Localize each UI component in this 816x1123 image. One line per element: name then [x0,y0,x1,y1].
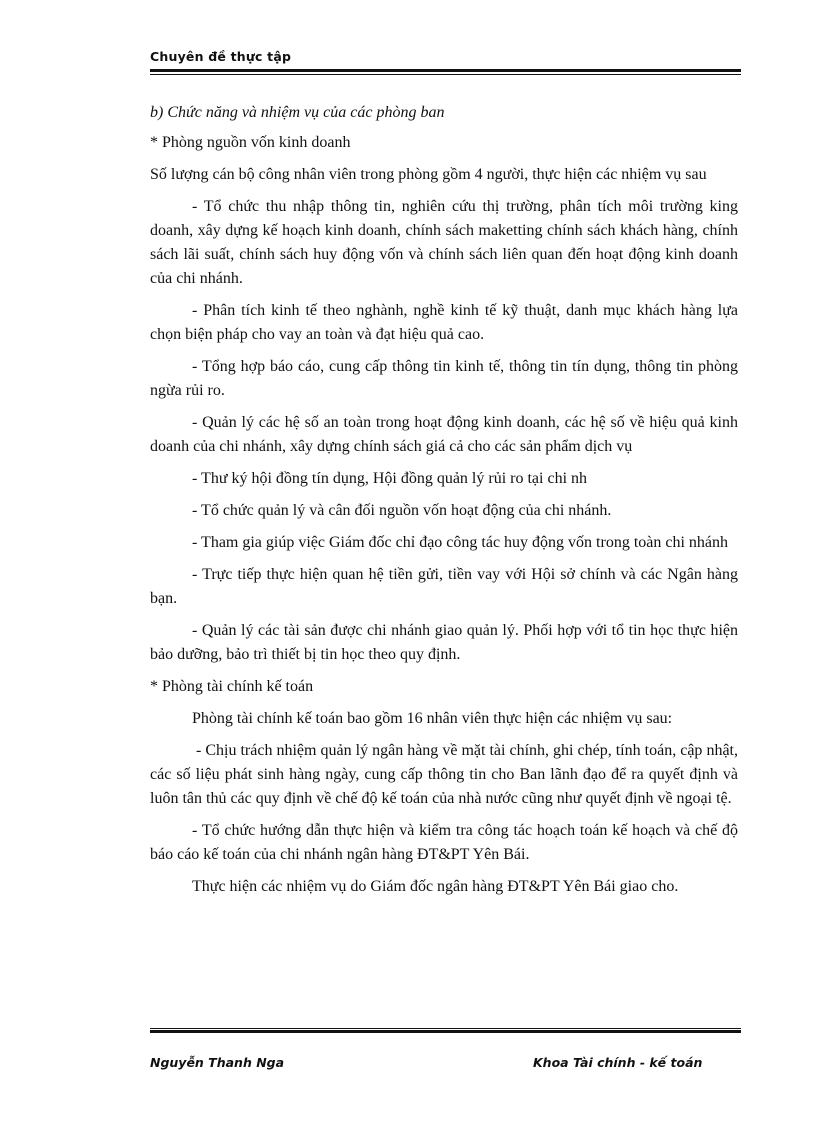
dept2-heading: * Phòng tài chính kế toán [150,678,314,695]
document-body [150,101,738,907]
closing-paragraph: Thực hiện các nhiệm vụ do Giám đốc ngân hàng ĐT&PT Yên Bái giao cho. [192,878,679,895]
dept1-duty: - Phân tích kinh tế theo nghành, nghề kinh tế kỹ thuật, danh mục khách hàng lựa chọn biện pháp cho vay an toàn và đạt hiệu quả cao. [150,302,738,343]
dept1-duty: - Tổ chức thu nhập thông tin, nghiên cứu thị trường, phân tích môi trường king doanh, xây dựng kế hoạch kinh doanh, chính sách maketting chính sách khách hàng, chính sách lãi suất, chính sách huy động vốn và chính sách liên quan đến hoạt động kinh doanh của chi nhánh. [150,198,738,287]
dept1-duty: - Quản lý các hệ số an toàn trong hoạt động kinh doanh, các hệ số về hiệu quả kinh doanh của chi nhánh, xây dựng chính sách giá cả cho các sản phẩm dịch vụ [150,414,738,455]
dept2-intro: Phòng tài chính kế toán bao gồm 16 nhân viên thực hiện các nhiệm vụ sau: [192,710,673,727]
dept1-duty: - Thư ký hội đồng tín dụng, Hội đồng quản lý rủi ro tại chi nh [192,470,588,487]
dept1-duty: - Tổ chức quản lý và cân đối nguồn vốn hoạt động của chi nhánh. [192,502,612,519]
dept1-duty: - Tổng hợp báo cáo, cung cấp thông tin kinh tế, thông tin tín dụng, thông tin phòng ngừa rủi ro. [150,358,738,399]
footer-rule [150,1028,741,1036]
footer-author: Nguyễn Thanh Nga [150,1055,285,1070]
dept1-intro: Số lượng cán bộ công nhân viên trong phòng gồm 4 người, thực hiện các nhiệm vụ sau [150,166,707,183]
section-heading: b) Chức năng và nhiệm vụ của các phòng ban [150,104,445,121]
dept2-duty: - Tổ chức hướng dẫn thực hiện và kiểm tra công tác hoạch toán kế hoạch và chế độ báo cáo kế toán của chi nhánh ngân hàng ĐT&PT Yên Bái. [150,822,738,863]
dept1-duty: - Tham gia giúp việc Giám đốc chỉ đạo công tác huy động vốn trong toàn chi nhánh [192,534,729,551]
dept2-duty: - Chịu trách nhiệm quản lý ngân hàng về mặt tài chính, ghi chép, tính toán, cập nhật, các số liệu phát sinh hàng ngày, cung cấp thông tin cho Ban lãnh đạo để ra quyết định và luôn tân thủ các quy định về chế độ kế toán của nhà nước cũng như quyết định về ngoại tệ. [150,742,738,807]
dept1-duty: - Trực tiếp thực hiện quan hệ tiền gửi, tiền vay với Hội sở chính và các Ngân hàng bạn. [150,566,738,607]
dept1-heading: * Phòng nguồn vốn kinh doanh [150,134,351,151]
header-title: Chuyên đề thực tập [150,49,292,64]
footer-faculty: Khoa Tài chính - kế toán [533,1055,703,1070]
header-rule [150,69,741,77]
dept1-duty: - Quản lý các tài sản được chi nhánh giao quản lý. Phối hợp với tổ tin học thực hiện bảo dưỡng, bảo trì thiết bị tin học theo quy định. [150,622,738,663]
